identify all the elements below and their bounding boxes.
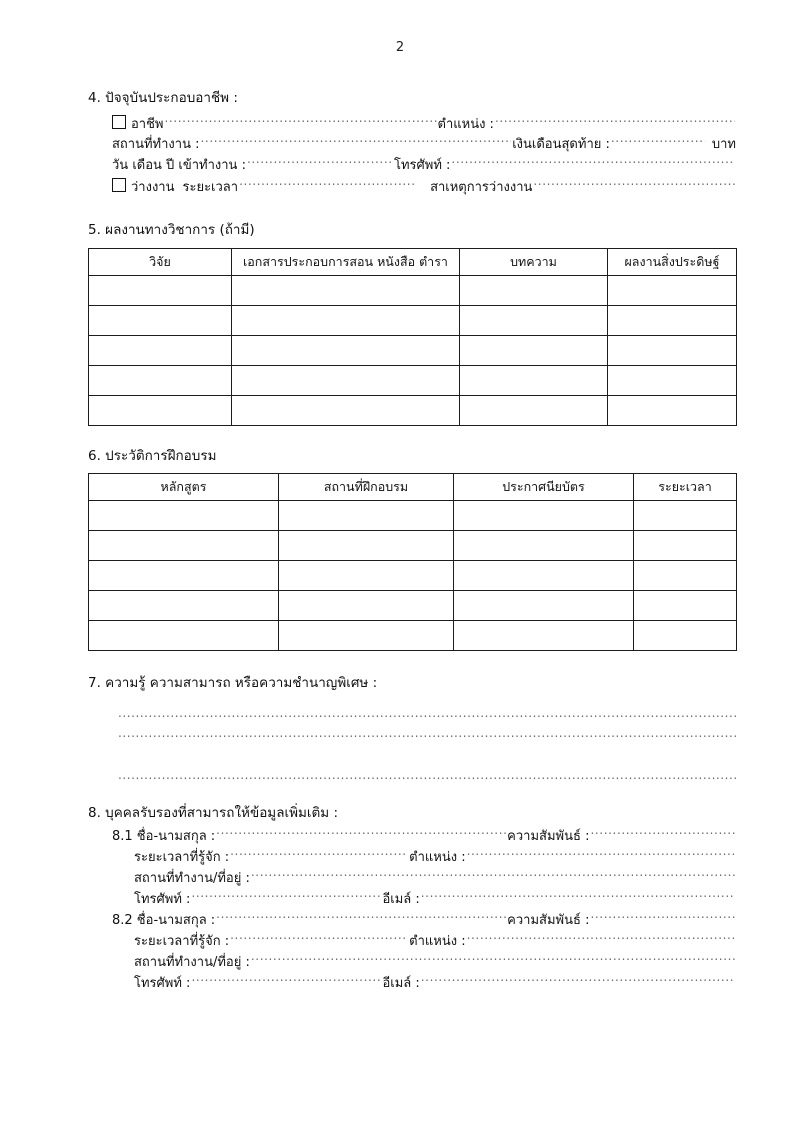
position-label: ตำแหน่ง : (437, 117, 494, 133)
start-date-input[interactable] (247, 156, 393, 169)
table-row (89, 395, 737, 425)
column-header-teaching-materials: เอกสารประกอบการสอน หนังสือ ตำรา (232, 248, 460, 275)
section-6-heading: 6. ประวัติการฝึกอบรม (88, 447, 217, 464)
unemployed-reason-label: สาเหตุการว่างงาน (430, 180, 533, 196)
last-salary-input[interactable] (611, 135, 705, 148)
table-row (89, 500, 737, 530)
position-input[interactable] (495, 115, 735, 128)
table-row (89, 560, 737, 590)
reference-1-address-row (134, 869, 736, 890)
form-content (88, 88, 736, 995)
cell-articles[interactable] (460, 335, 608, 365)
table-header-row (89, 473, 737, 500)
column-header-research: วิจัย (89, 248, 232, 275)
reference-1-address-input[interactable] (251, 869, 735, 882)
special-skills-answer-area (118, 703, 736, 785)
cell-training-place[interactable] (279, 500, 454, 530)
reference-1-known-duration-label: ระยะเวลาที่รู้จัก : (134, 850, 230, 866)
reference-1-name-row (112, 827, 736, 848)
baht-unit-label: บาท (711, 137, 736, 153)
section-5-heading: 5. ผลงานทางวิชาการ (ถ้ามี) (88, 222, 255, 239)
special-skills-line[interactable] (118, 703, 736, 723)
cell-training-place[interactable] (279, 620, 454, 650)
unemployed-reason-input[interactable] (533, 178, 735, 191)
reference-2-known-duration-label: ระยะเวลาที่รู้จัก : (134, 934, 230, 950)
table-row (89, 365, 737, 395)
occupation-input[interactable] (165, 115, 437, 128)
reference-2-relation-input[interactable] (590, 911, 735, 924)
reference-2-relation-label: ความสัมพันธ์ : (507, 913, 590, 929)
duration-input[interactable] (239, 178, 415, 191)
reference-2-telephone-input[interactable] (191, 974, 381, 987)
start-date-label: วัน เดือน ปี เข้าทำงาน : (112, 158, 246, 174)
cell-research[interactable] (89, 365, 232, 395)
cell-certificate[interactable] (454, 530, 634, 560)
reference-2-name-input[interactable] (216, 911, 506, 924)
reference-1-relation-label: ความสัมพันธ์ : (507, 829, 590, 845)
cell-training-place[interactable] (279, 560, 454, 590)
reference-1-telephone-input[interactable] (191, 890, 381, 903)
occupation-checkbox[interactable] (112, 115, 126, 129)
column-header-inventions: ผลงานสิ่งประดิษฐ์ (608, 248, 737, 275)
reference-1-known-duration-input[interactable] (230, 848, 408, 861)
cell-teaching-materials[interactable] (232, 395, 460, 425)
reference-2-address-label: สถานที่ทำงาน/ที่อยู่ : (134, 955, 250, 971)
cell-course[interactable] (89, 530, 279, 560)
occupation-row (112, 114, 736, 135)
cell-research[interactable] (89, 335, 232, 365)
training-history-table (88, 473, 737, 651)
reference-1-position-input[interactable] (467, 848, 735, 861)
table-row (89, 305, 737, 335)
cell-articles[interactable] (460, 305, 608, 335)
cell-inventions[interactable] (608, 365, 737, 395)
reference-1-email-label: อีเมล์ : (382, 892, 420, 908)
academic-works-table (88, 248, 737, 426)
cell-teaching-materials[interactable] (232, 335, 460, 365)
reference-1-email-input[interactable] (421, 890, 735, 903)
duration-label: ระยะเวลา (182, 180, 239, 196)
cell-training-place[interactable] (279, 590, 454, 620)
reference-2-known-duration-input[interactable] (230, 932, 408, 945)
cell-duration[interactable] (634, 620, 737, 650)
cell-research[interactable] (89, 305, 232, 335)
reference-1-known-duration-row (134, 848, 736, 869)
table-row (89, 530, 737, 560)
cell-articles[interactable] (460, 395, 608, 425)
cell-certificate[interactable] (454, 590, 634, 620)
reference-1-name-label: 8.1 ชื่อ-นามสกุล : (112, 829, 216, 845)
table-row (89, 275, 737, 305)
cell-research[interactable] (89, 395, 232, 425)
cell-teaching-materials[interactable] (232, 275, 460, 305)
section-8-heading: 8. บุคคลรับรองที่สามารถให้ข้อมูลเพิ่มเติม : (88, 805, 339, 821)
table-row (89, 620, 737, 650)
start-date-row (112, 156, 736, 177)
page-number: 2 (395, 40, 405, 55)
reference-2-position-input[interactable] (467, 932, 735, 945)
cell-certificate[interactable] (454, 560, 634, 590)
cell-duration[interactable] (634, 530, 737, 560)
section-4-heading: 4. ปัจจุบันประกอบอาชีพ : (88, 90, 238, 106)
workplace-row (112, 135, 736, 156)
table-row (89, 590, 737, 620)
reference-2-telephone-label: โทรศัพท์ : (134, 976, 191, 992)
reference-1-address-label: สถานที่ทำงาน/ที่อยู่ : (134, 871, 250, 887)
cell-course[interactable] (89, 560, 279, 590)
cell-inventions[interactable] (608, 305, 737, 335)
reference-1-telephone-label: โทรศัพท์ : (134, 892, 191, 908)
telephone-input[interactable] (451, 156, 735, 169)
cell-duration[interactable] (634, 500, 737, 530)
cell-teaching-materials[interactable] (232, 365, 460, 395)
cell-inventions[interactable] (608, 395, 737, 425)
reference-1-name-input[interactable] (216, 827, 506, 840)
special-skills-line[interactable] (118, 765, 736, 785)
cell-course[interactable] (89, 590, 279, 620)
reference-2-name-row (112, 911, 736, 932)
cell-duration[interactable] (634, 560, 737, 590)
cell-certificate[interactable] (454, 500, 634, 530)
reference-1-position-label: ตำแหน่ง : (409, 850, 466, 866)
column-header-duration: ระยะเวลา (634, 473, 737, 500)
last-salary-label: เงินเดือนสุดท้าย : (512, 137, 610, 153)
reference-1-relation-input[interactable] (590, 827, 735, 840)
column-header-articles: บทความ (460, 248, 608, 275)
table-row (89, 335, 737, 365)
workplace-label: สถานที่ทำงาน : (112, 137, 200, 153)
reference-2-address-input[interactable] (251, 953, 735, 966)
column-header-certificate: ประกาศนียบัตร (454, 473, 634, 500)
cell-duration[interactable] (634, 590, 737, 620)
cell-inventions[interactable] (608, 275, 737, 305)
reference-2-contact-row (134, 974, 736, 995)
unemployed-checkbox[interactable] (112, 178, 126, 192)
table-header-row (89, 248, 737, 275)
column-header-course: หลักสูตร (89, 473, 279, 500)
cell-inventions[interactable] (608, 335, 737, 365)
special-skills-line[interactable] (118, 723, 736, 743)
cell-training-place[interactable] (279, 530, 454, 560)
reference-2-email-input[interactable] (421, 974, 735, 987)
reference-2-address-row (134, 953, 736, 974)
reference-2-position-label: ตำแหน่ง : (409, 934, 466, 950)
workplace-input[interactable] (200, 135, 511, 148)
reference-1-contact-row (134, 890, 736, 911)
cell-research[interactable] (89, 275, 232, 305)
column-header-training-place: สถานที่ฝึกอบรม (279, 473, 454, 500)
cell-certificate[interactable] (454, 620, 634, 650)
telephone-label: โทรศัพท์ : (393, 158, 451, 174)
cell-course[interactable] (89, 620, 279, 650)
cell-teaching-materials[interactable] (232, 305, 460, 335)
unemployed-row (112, 177, 736, 198)
reference-2-known-duration-row (134, 932, 736, 953)
occupation-label: อาชีพ (131, 117, 164, 133)
cell-course[interactable] (89, 500, 279, 530)
section-7-heading: 7. ความรู้ ความสามารถ หรือความชำนาญพิเศษ : (88, 674, 378, 691)
cell-articles[interactable] (460, 365, 608, 395)
reference-2-email-label: อีเมล์ : (382, 976, 420, 992)
unemployed-label: ว่างงาน (131, 180, 175, 196)
cell-articles[interactable] (460, 275, 608, 305)
reference-2-name-label: 8.2 ชื่อ-นามสกุล : (112, 913, 216, 929)
